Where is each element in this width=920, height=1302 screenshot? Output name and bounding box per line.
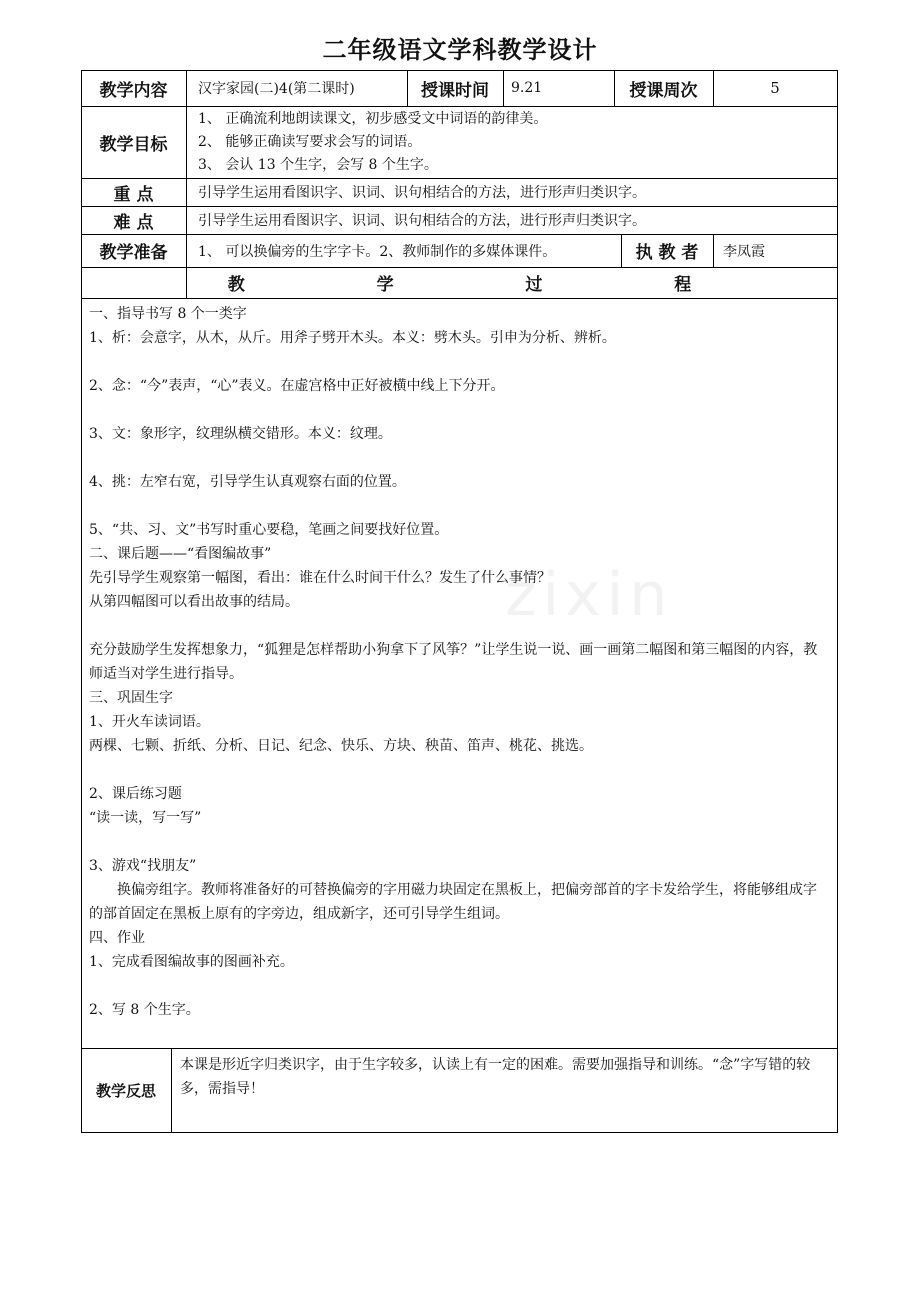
- process-line: [89, 758, 830, 782]
- reflection-text: 本课是形近字归类识字，由于生字较多，认读上有一定的困难。需要加强指导和训练。“念”字写错的较多，需指导！: [180, 1057, 811, 1097]
- process-line: 4、挑：左窄右宽，引导学生认真观察右面的位置。: [89, 474, 406, 490]
- content-value: 汉字家园(二)4(第二课时): [198, 81, 355, 97]
- goals-list: [186, 106, 837, 178]
- process-line: 1、开火车读词语。: [89, 714, 210, 730]
- process-line: 2、写 8 个生字。: [89, 1002, 200, 1018]
- process-line: 两棵、七颗、折纸、分析、日记、纪念、快乐、方块、秧苗、笛声、桃花、挑选。: [89, 738, 593, 754]
- process-line: 3、游戏“找朋友”: [89, 858, 197, 874]
- difficulty-value: 引导学生运用看图识字、识词、识句相结合的方法，进行形声归类识字。: [198, 213, 646, 229]
- process-line: 2、念：“今”表声，“心”表义。在虚宫格中正好被横中线上下分开。: [89, 378, 505, 394]
- process-line: “读一读，写一写”: [89, 810, 202, 826]
- process-line: 先引导学生观察第一幅图，看出：谁在什么时间干什么？发生了什么事情？: [89, 570, 551, 586]
- time-label: 授课时间: [421, 80, 489, 101]
- reflection-label: 教学反思: [95, 1081, 156, 1100]
- goal-item: 3、 会认 13 个生字，会写 8 个生字。: [198, 157, 438, 173]
- process-body: [82, 298, 837, 1048]
- process-heading: 教 学 过 程: [227, 275, 692, 295]
- process-line: [89, 350, 830, 374]
- week-label: 授课周次: [629, 80, 698, 101]
- time-value: 9.21: [511, 80, 543, 96]
- process-line: 二、课后题——“看图编故事”: [89, 546, 272, 562]
- goal-item: 2、 能够正确读写要求会写的词语。: [198, 134, 422, 150]
- content-label: 教学内容: [99, 80, 168, 101]
- process-line: 1、完成看图编故事的图画补充。: [89, 954, 294, 970]
- process-line: [89, 974, 830, 998]
- process-line: [89, 398, 830, 422]
- prep-label: 教学准备: [99, 243, 168, 263]
- process-line: 5、“共、习、文”书写时重心要稳，笔画之间要找好位置。: [89, 522, 449, 538]
- goals-label: 教学目标: [99, 134, 168, 155]
- process-line: 2、课后练习题: [89, 786, 182, 802]
- document-title: 二年级语文学科教学设计: [322, 36, 598, 64]
- process-line: 一、指导书写 8 个一类字: [89, 306, 247, 322]
- process-line: 三、巩固生字: [89, 690, 173, 706]
- process-line: [89, 614, 830, 638]
- lesson-plan-table: [81, 70, 838, 1133]
- teacher-value: 李凤霞: [723, 243, 765, 260]
- process-line: 换偏旁组字。教师将准备好的可替换偏旁的字用磁力块固定在黑板上，把偏旁部首的字卡发给学生，将能够组成字的部首固定在黑板上原有的字旁边，组成新字，还可引导学生组词。: [89, 882, 817, 922]
- process-line: [89, 446, 830, 470]
- difficulty-label: 难 点: [113, 212, 154, 233]
- prep-value: 1、 可以换偏旁的生字字卡。2、教师制作的多媒体课件。: [198, 243, 557, 260]
- process-line: 充分鼓励学生发挥想象力，“狐狸是怎样帮助小狗拿下了风筝？”让学生说一说、画一画第二幅图和第三幅图的内容，教师适当对学生进行指导。: [89, 642, 818, 682]
- process-line: 四、作业: [89, 930, 145, 946]
- process-line: [89, 830, 830, 854]
- goal-item: 1、 正确流利地朗读课文，初步感受文中词语的韵律美。: [198, 111, 548, 127]
- key-value: 引导学生运用看图识字、识词、识句相结合的方法，进行形声归类识字。: [198, 185, 646, 201]
- process-line: 3、文：象形字，纹理纵横交错形。本义：纹理。: [89, 426, 392, 442]
- teacher-label: 执 教 者: [635, 243, 699, 263]
- watermark: zixin: [505, 560, 674, 630]
- process-line: [89, 494, 830, 518]
- week-value: 5: [770, 79, 780, 97]
- process-line: 从第四幅图可以看出故事的结局。: [89, 594, 299, 610]
- key-label: 重 点: [113, 184, 154, 205]
- process-line: 1、析：会意字，从木，从斤。用斧子劈开木头。本义：劈木头。引申为分析、辨析。: [89, 330, 616, 346]
